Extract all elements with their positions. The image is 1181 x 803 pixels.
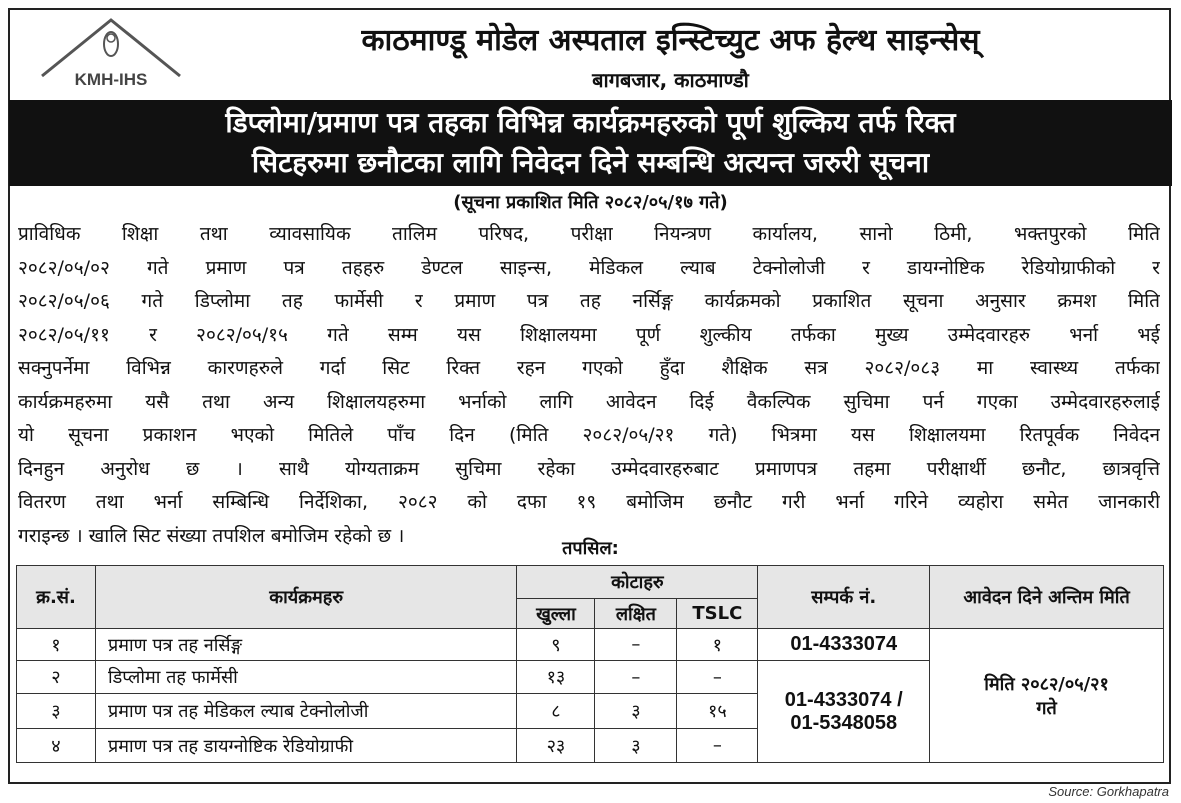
cell-open: २३ (517, 729, 595, 763)
details-label: तपसिल: (562, 538, 619, 559)
cell-tslc: – (677, 729, 758, 763)
body-line: २०८२/०५/०६ गते डिप्लोमा तह फार्मेसी र प्रमाण पत्र तह नर्सिङ्ग कार्यक्रमको प्रकाशित सूचना अनुसार क्रमश मिति (18, 290, 1160, 312)
cell-tslc: १ (677, 629, 758, 661)
body-line: सक्नुपर्नेमा विभिन्न कारणहरुले गर्दा सिट रिक्त रहन गएको हुँदा शैक्षिक सत्र २०८२/०८३ मा स्वास्थ्य तर्फका (18, 357, 1160, 379)
cell-deadline (930, 629, 1164, 763)
cell-contact (758, 661, 930, 763)
table-row (17, 629, 1164, 661)
cell-open: १३ (517, 661, 595, 694)
institution-name: काठमाण्डू मोडेल अस्पताल इन्स्टिच्युट अफ हेल्थ साइन्सेस् (361, 23, 980, 58)
notice-heading-line-1: डिप्लोमा/प्रमाण पत्र तहका विभिन्न कार्यक्रमहरुको पूर्ण शुल्किय तर्फ रिक्त (225, 106, 956, 139)
body-line: २०८२/०५/११ र २०८२/०५/१५ गते सम्म यस शिक्षालयमा पूर्ण शुल्कीय तर्फका मुख्य उम्मेदवारहरु भर्ना भई (18, 323, 1160, 346)
deadline-suffix: गते (1036, 697, 1057, 719)
header-contact: सम्पर्क नं. (758, 566, 930, 629)
header-open: खुल्ला (517, 599, 595, 629)
cell-contact: 01-4333074 (758, 629, 930, 661)
cell-tslc: १५ (677, 694, 758, 729)
header-reserved: लक्षित (595, 599, 677, 629)
source-credit: Source: Gorkhapatra (1048, 784, 1169, 799)
deadline-date: मिति २०८२/०५/२१ (984, 673, 1109, 695)
body-line: यो सूचना प्रकाशन भएको मितिले पाँच दिन (मिति २०८२/०५/२१ गते) भित्रमा यस शिक्षालयमा रितपूर्वक निवेदन (18, 424, 1160, 446)
cell-reserved: – (595, 629, 677, 661)
body-line: गराइन्छ । खालि सिट संख्या तपशिल बमोजिम रहेको छ । (18, 524, 405, 547)
cell-program: डिप्लोमा तह फार्मेसी (95, 661, 517, 694)
header-tslc: TSLC (677, 599, 758, 629)
vacancy-table (16, 565, 1164, 763)
header-deadline: आवेदन दिने अन्तिम मिति (930, 566, 1164, 629)
cell-tslc: – (677, 661, 758, 694)
header-sn: क्र.सं. (17, 566, 96, 629)
cell-sn: २ (17, 661, 96, 694)
notice-body (18, 218, 1160, 553)
cell-reserved: ३ (595, 694, 677, 729)
cell-sn: ३ (17, 694, 96, 729)
notice-heading-line-2: सिटहरुमा छनौटका लागि निवेदन दिने सम्बन्धि अत्यन्त जरुरी सूचना (251, 146, 930, 179)
cell-open: ८ (517, 694, 595, 729)
contact-number: 01-4333074 / (784, 688, 903, 711)
cell-program: प्रमाण पत्र तह मेडिकल ल्याब टेक्नोलोजी (95, 694, 517, 729)
cell-program: प्रमाण पत्र तह डायग्नोष्टिक रेडियोग्राफी (95, 729, 517, 763)
cell-sn: १ (17, 629, 96, 661)
body-line: कार्यक्रमहरुमा यसै तथा अन्य शिक्षालयहरुमा भर्नाको लागि आवेदन दिई वैकल्पिक सुचिमा पर्न गएका उम्मेदवारहरुलाई (18, 390, 1160, 413)
cell-reserved: – (595, 661, 677, 694)
body-line: प्राविधिक शिक्षा तथा व्यावसायिक तालिम परिषद, परीक्षा नियन्त्रण कार्यालय, सानो ठिमी, भक्तपुरको मिति (18, 223, 1160, 245)
cell-program: प्रमाण पत्र तह नर्सिङ्ग (95, 629, 517, 661)
cell-sn: ४ (17, 729, 96, 763)
kmh-ihs-logo (38, 16, 184, 90)
institution-address: बागबजार, काठमाण्डौ (592, 68, 749, 92)
body-line: २०८२/०५/०२ गते प्रमाण पत्र तहहरु डेण्टल साइन्स, मेडिकल ल्याब टेक्नोलोजी र डायग्नोष्टिक रेडियोग्राफीको र (18, 256, 1160, 279)
header-program: कार्यक्रमहरु (95, 566, 517, 629)
body-line: दिनहुन अनुरोध छ । साथै योग्यताक्रम सुचिमा रहेका उम्मेदवारहरुबाट प्रमाणपत्र तहमा परीक्षार्थी छनौट, छात्रवृत्ति (18, 457, 1160, 480)
header-quota: कोटाहरु (517, 566, 758, 599)
cell-reserved: ३ (595, 729, 677, 763)
contact-number: 01-5348058 (790, 711, 898, 734)
body-line: वितरण तथा भर्ना सम्बिन्धि निर्देशिका, २०८२ को दफा १९ बमोजिम छनौट गरी भर्ना गरिने व्यहोरा समेत जानकारी (18, 491, 1160, 513)
notice-heading-band (9, 100, 1172, 186)
table-header-row (17, 566, 1164, 599)
publication-date: (सूचना प्रकाशित मिति २०८२/०५/१७ गते) (453, 192, 728, 213)
cell-open: ९ (517, 629, 595, 661)
logo-text: KMH-IHS (74, 70, 148, 89)
